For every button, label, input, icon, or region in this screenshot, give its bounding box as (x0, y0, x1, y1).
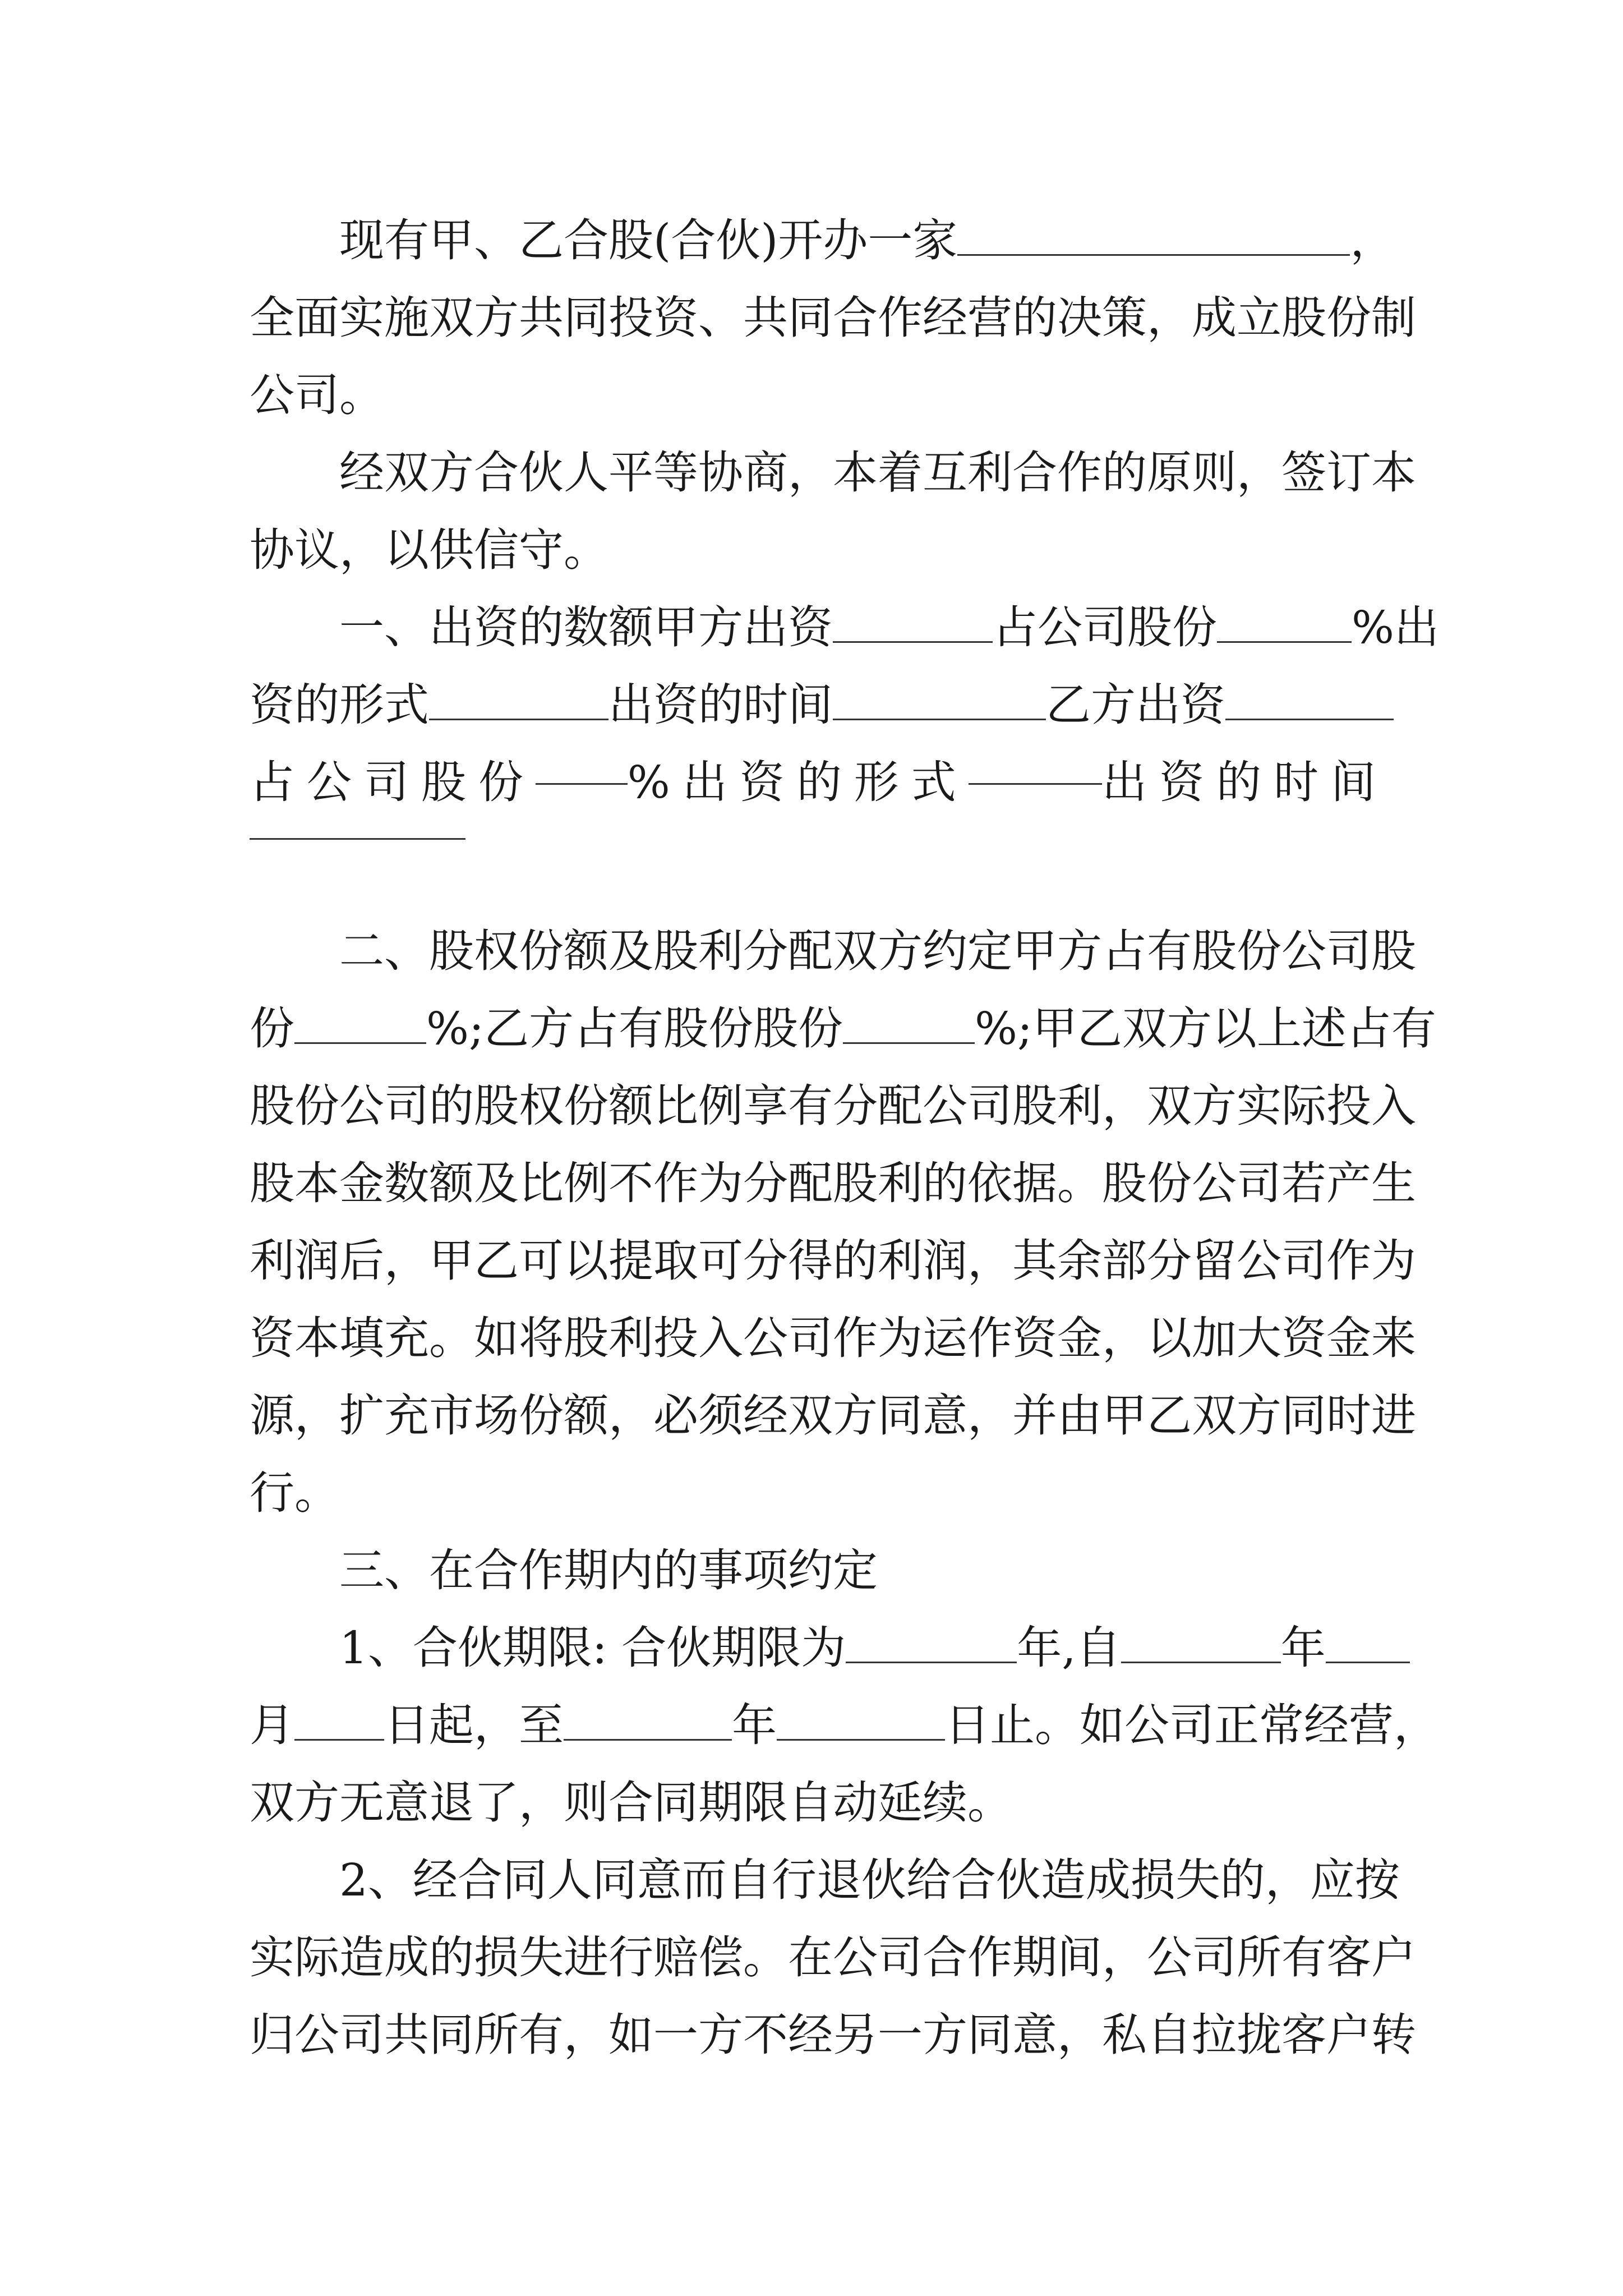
text-line: 经双方合伙人平等协商，本着互利合作的原则，签订本 (339, 447, 1416, 499)
text-line: 三、在合作期内的事项约定 (339, 1544, 878, 1596)
text-line: 股本金数额及比例不作为分配股利的依据。股份公司若产生 (250, 1157, 1416, 1209)
text-line: 行。 (250, 1467, 339, 1519)
text-line: 现有甲、乙合股(合伙)开办一家 ， (339, 214, 1395, 266)
text-line: 实际造成的损失进行赔偿。在公司合作期间，公司所有客户 (250, 1931, 1416, 1984)
text-line: 股份公司的股权份额比例享有分配公司股利，双方实际投入 (250, 1080, 1416, 1132)
party-a-time-blank (833, 679, 1046, 720)
paragraph-partnership-term (250, 1609, 1438, 1842)
text-line: 全面实施双方共同投资、共同合作经营的决策，成立股份制 (250, 292, 1416, 344)
text-line: 资的形式 出资的时间 乙方出资 (250, 666, 1388, 744)
start-month-blank (1326, 1622, 1410, 1663)
paragraph-intro (250, 202, 1416, 434)
company-name-blank (957, 215, 1350, 256)
paragraph-equity-dividends (250, 913, 1436, 1532)
text-line: 协议，以供信守。 (250, 524, 608, 576)
text-line: 1、合伙期限: 合伙期限为 年,自 年 (250, 1609, 1388, 1687)
paragraph-capital-contribution (250, 589, 1440, 840)
party-b-amount-blank (1225, 679, 1394, 720)
text-line: 份 %;乙方占有股份股份 %;甲乙双方以上述占有 (250, 1002, 1436, 1055)
text-line: 二、股权份额及股利分配双方约定甲方占有股份公司股 (339, 925, 1416, 977)
party-b-time-blank (250, 838, 465, 840)
text-line: 归公司共同所有，如一方不经另一方同意，私自拉拢客户转 (250, 2009, 1416, 2061)
party-b-share-blank (536, 744, 628, 785)
party-a-amount-blank (833, 602, 993, 643)
section-heading-cooperation (250, 1532, 1388, 1609)
text-line: 一、出资的数额甲方出资 占公司股份 %出 (339, 601, 1440, 654)
party-a-equity-blank (294, 1003, 426, 1044)
end-year-blank (564, 1700, 732, 1741)
text-line: 2、经合同人同意而自行退伙给合伙造成损失的，应按 (339, 1854, 1400, 1906)
party-b-equity-blank (843, 1003, 975, 1044)
start-day-blank (294, 1700, 384, 1741)
paragraph-agreement (250, 434, 1416, 589)
text-line: 占公司股份 %出资的形式 出资的时间 (250, 744, 1388, 821)
party-b-form-blank (969, 744, 1102, 785)
party-a-form-blank (429, 679, 608, 720)
paragraph-withdrawal (250, 1842, 1416, 2074)
text-line: 月 日起，至 年 日止。如公司正常经营， (250, 1699, 1438, 1751)
document-body (250, 202, 1440, 2074)
text-line: 资本填充。如将股利投入公司作为运作资金，以加大资金来 (250, 1312, 1416, 1364)
party-a-share-blank (1217, 602, 1352, 643)
term-years-blank (846, 1622, 1017, 1663)
start-year-blank (1121, 1622, 1281, 1663)
text-line: 公司。 (250, 369, 384, 421)
text-line: 源，扩充市场份额，必须经双方同意，并由甲乙双方同时进 (250, 1389, 1416, 1442)
text-line: 利润后，甲乙可以提取可分得的利润，其余部分留公司作为 (250, 1235, 1416, 1287)
end-date-blank (777, 1700, 945, 1741)
text-line: 双方无意退了，则合同期限自动延续。 (250, 1777, 1012, 1829)
